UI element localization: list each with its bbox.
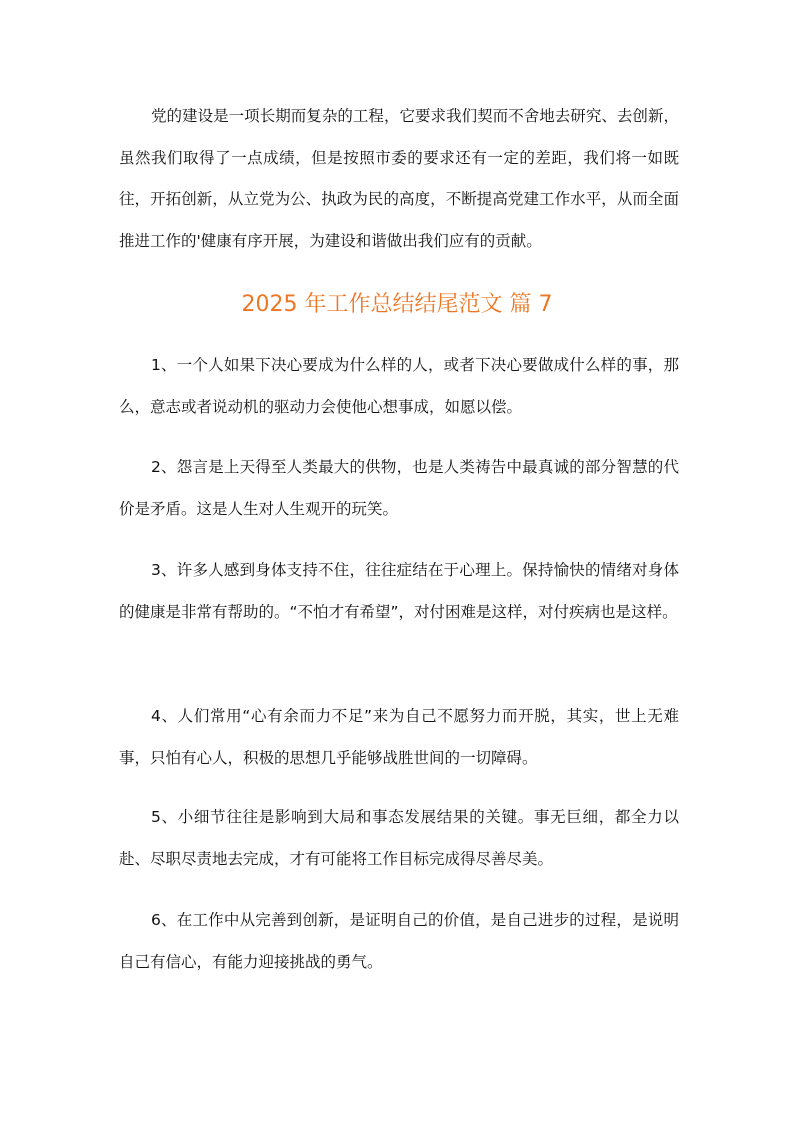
list-item: 2、怨言是上天得至人类最大的供物，也是人类祷告中最真诚的部分智慧的代价是矛盾。这是人生对人生观开的玩笑。 (119, 458, 679, 518)
list-item: 5、小细节往往是影响到大局和事态发展结果的关键。事无巨细，都全力以赴、尽职尽责地去完成，才有可能将工作目标完成得尽善尽美。 (119, 808, 679, 868)
section-title: 2025 年工作总结结尾范文 篇 7 (241, 292, 553, 317)
list-item: 4、人们常用“心有余而力不足”来为自己不愿努力而开脱，其实，世上无难事，只怕有心人，积极的思想几乎能够战胜世间的一切障碍。 (119, 707, 679, 767)
list-item: 6、在工作中从完善到创新，是证明自己的价值，是自己进步的过程，是说明自己有信心，有能力迎接挑战的勇气。 (119, 911, 679, 971)
list-item: 1、一个人如果下决心要成为什么样的人，或者下决心要做成什么样的事，那么，意志或者说动机的驱动力会使他心想事成，如愿以偿。 (119, 356, 679, 416)
list-item: 3、许多人感到身体支持不住，往往症结在于心理上。保持愉快的情绪对身体的健康是非常有帮助的。“不怕才有希望”，对付困难是这样，对付疾病也是这样。 (119, 561, 679, 621)
intro-paragraph: 党的建设是一项长期而复杂的工程，它要求我们契而不舍地去研究、去创新，虽然我们取得了一点成绩，但是按照市委的要求还有一定的差距，我们将一如既往，开拓创新，从立党为公、执政为民的高度，不断提高党建工作水平，从而全面推进工作的'健康有序开展，为建设和谐做出我们应有的贡献。 (119, 107, 679, 250)
